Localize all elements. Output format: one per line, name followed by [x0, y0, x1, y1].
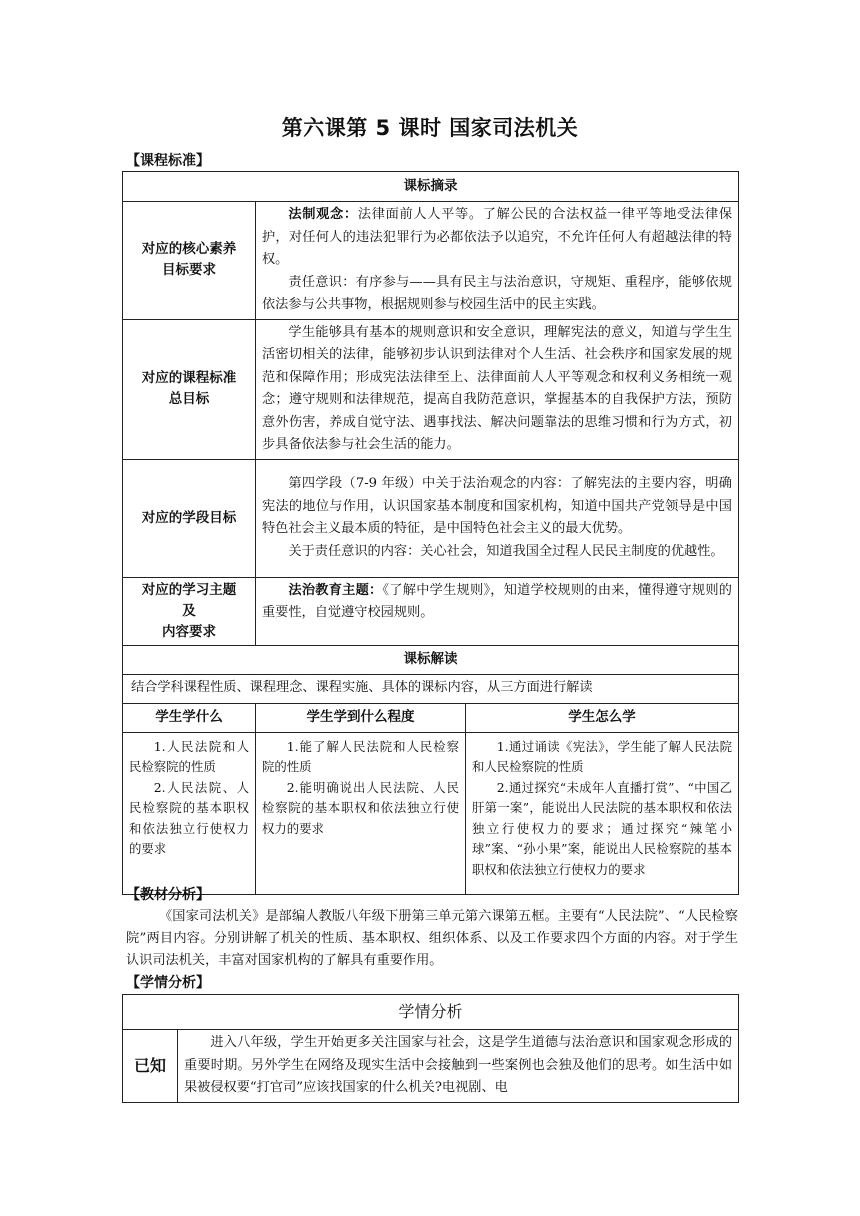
excerpt-header: 课标摘录 [123, 172, 739, 202]
col-content-degree [256, 732, 466, 894]
content-paragraph: 学生能够具有基本的规则意识和安全意识，理解宪法的意义，知道与学生生活密切相关的法律，能够初步认识到法律对个人生活、社会秩序和国家发展的规范和保障作用；形成宪法法律至上、法律面前人人平等观念和权利义务相统一观念；遵守规则和法律规范，提高自我防范意识，掌握基本的自我保护方法，预防意外伤害，养成自觉守法、遇事找法、解决问题靠法的思维习惯和行为方式，初步具备依法参与社会生活的能力。 [262, 324, 732, 452]
row-label-text: 对应的学习主题 及 内容要求 [141, 581, 237, 640]
known-label: 已知 [123, 1030, 178, 1103]
col-content-how [466, 732, 739, 894]
section-heading-textbook: 【教材分析】 [126, 887, 210, 903]
list-item: 2.通过探究“未成年人直播打赏”、“中国乙肝第一案”，能说出人民法院的基本职权和依法独立行使权力的要求；通过探究“辣笔小球”案、“孙小果”案，能说出人民检察院的基本职权和依法独立行使权力的要求 [472, 779, 732, 877]
interpret-text: 结合学科课程性质、课程理念、课程实施、具体的课标内容，从三方面进行解读 [123, 674, 739, 703]
list-item: 2.能明确说出人民法院、人民检察院的基本职权和依法独立行使权力的要求 [262, 779, 459, 836]
content-paragraph: 法治教育主题：《了解中学生规则》，知道学校规则的由来，懂得遵守规则的重要性，自觉遵守校园规则。 [262, 582, 732, 620]
standard-row [123, 459, 739, 577]
standard-row [123, 202, 739, 320]
learner-table [122, 994, 739, 1103]
list-item: 2.人民法院、人民检察院的基本职权和依法独立行使权力的要求 [129, 779, 249, 856]
col-header-degree: 学生学到什么程度 [256, 703, 466, 732]
col-header-how: 学生怎么学 [466, 703, 739, 732]
standard-table [122, 171, 739, 895]
col-content-what [123, 732, 256, 894]
content-paragraph: 第四学段（7-9 年级）中关于法治观念的内容：了解宪法的主要内容，明确宪法的地位与作用，认识国家基本制度和国家机构，知道中国共产党领导是中国特色社会主义最本质的特征，是中国特色社会主义的最大优势。 [262, 476, 732, 536]
row-content [256, 319, 739, 459]
content-paragraph: 法制观念：法律面前人人平等。了解公民的合法权益一律平等地受法律保护，对任何人的违法犯罪行为必都依法予以追究，不允许任何人有超越法律的特权。 [262, 207, 733, 267]
row-label [123, 202, 256, 320]
row-content [256, 459, 739, 577]
row-content [256, 202, 739, 320]
standard-row [123, 319, 739, 459]
page-title: 第六课第 5 课时 国家司法机关 [281, 116, 579, 140]
list-item: 1.人民法院和人民检察院的性质 [129, 738, 249, 774]
row-label [123, 319, 256, 459]
content-paragraph: 责任意识：有序参与——具有民主与法治意识，守规矩、重程序，能够依规依法参与公共事物，根据规则参与校园生活中的民主实践。 [262, 274, 732, 312]
row-label-text: 对应的课程标准 总目标 [141, 370, 237, 407]
col-header-what: 学生学什么 [123, 703, 256, 732]
row-label-text: 对应的学段目标 [141, 509, 237, 526]
known-content [178, 1030, 739, 1103]
standard-row [123, 577, 739, 645]
learner-header: 学情分析 [123, 995, 739, 1030]
row-label-text: 对应的核心素养 目标要求 [141, 241, 237, 279]
row-content [256, 577, 739, 645]
row-label [123, 459, 256, 577]
list-item: 1.能了解人民法院和人民检察院的性质 [262, 738, 459, 774]
interpret-header: 课标解读 [123, 645, 739, 674]
section-heading-learner: 【学情分析】 [126, 975, 210, 991]
textbook-analysis-text: 《国家司法机关》是部编人教版八年级下册第三单元第六课第五框。主要有“人民法院”、“人民检察院”两目内容。分别讲解了机关的性质、基本职权、组织体系、以及工作要求四个方面的内容。对于学生认识司法机关，丰富对国家机构的了解具有重要作用。 [126, 909, 738, 968]
content-paragraph: 关于责任意识的内容：关心社会，知道我国全过程人民民主制度的优越性。 [288, 543, 724, 559]
section-heading-standard: 【课程标准】 [126, 153, 210, 169]
bold-lead: 法治教育主题： [288, 582, 383, 598]
known-text: 进入八年级，学生开始更多关注国家与社会，这是学生道德与法治意识和国家观念形成的重要时期。另外学生在网络及现实生活中会接触到一些案例也会独及他们的思考。如生活中如果被侵权要“打官司”应该找国家的什么机关?电视剧、电 [184, 1035, 733, 1095]
list-item: 1.通过诵读《宪法》，学生能了解人民法院和人民检察院的性质 [472, 738, 732, 774]
row-label [123, 577, 256, 645]
bold-lead: 法制观念： [288, 207, 358, 222]
